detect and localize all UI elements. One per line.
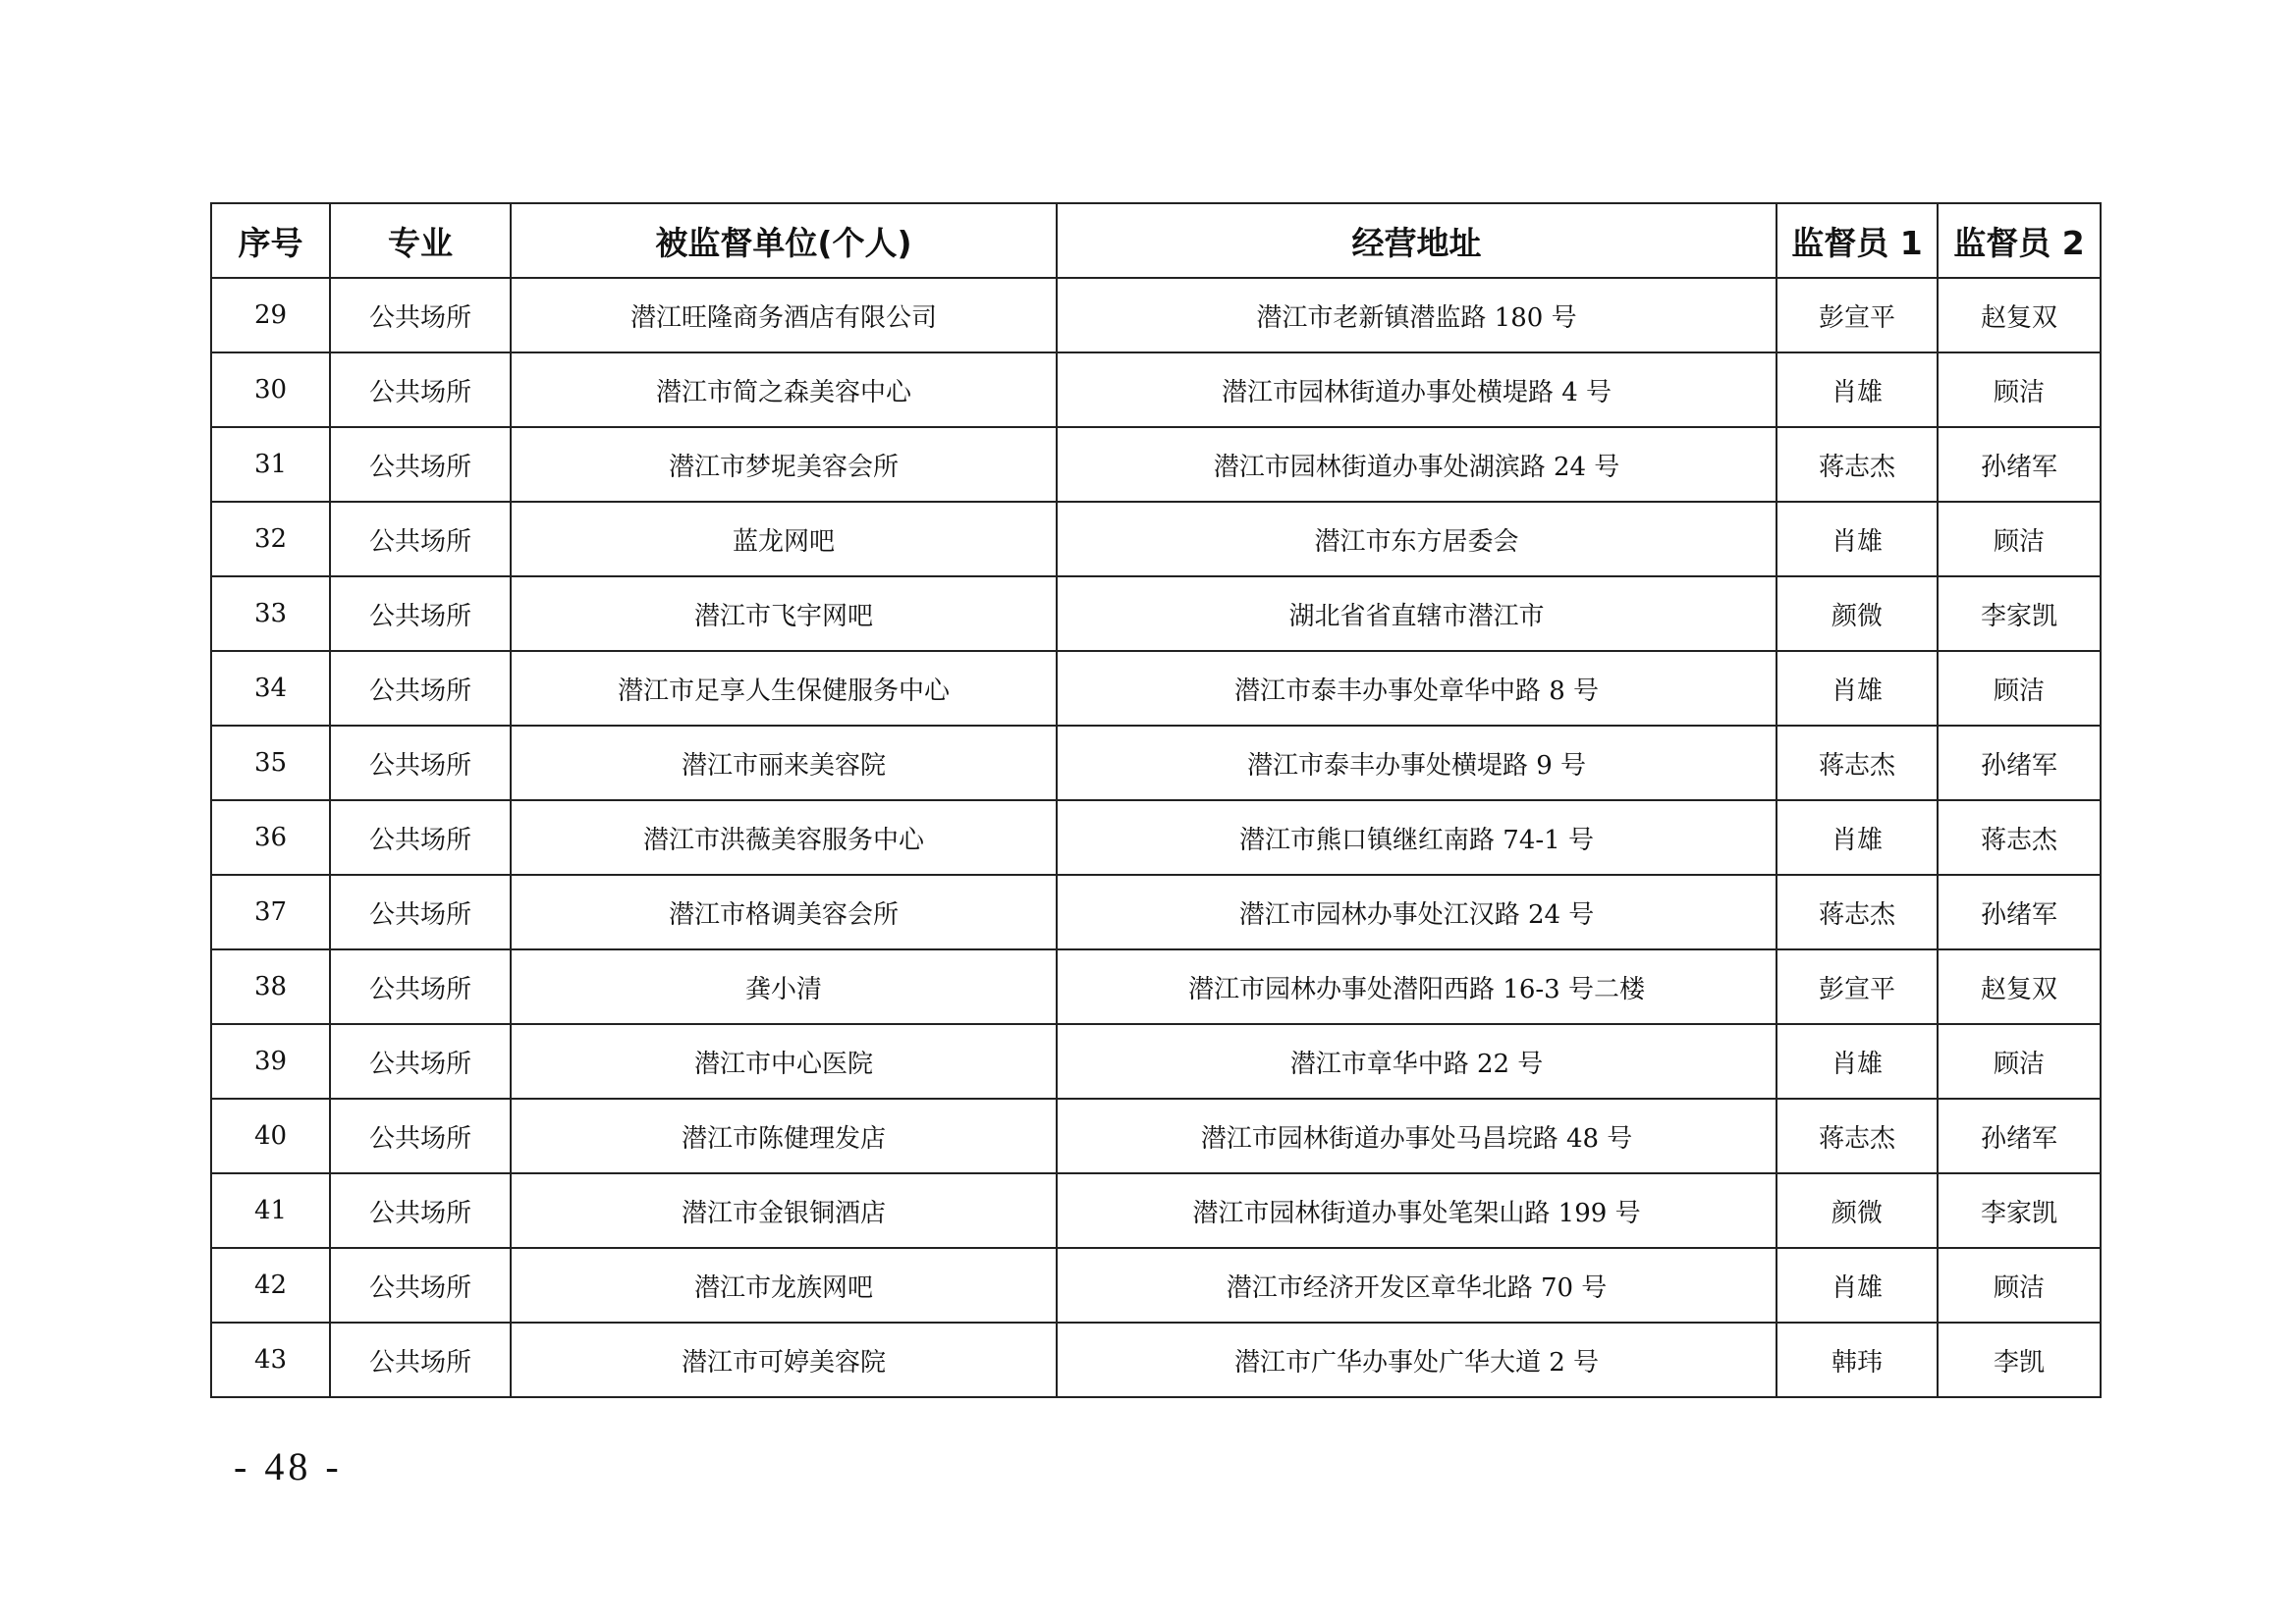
cell-supervised-unit: 蓝龙网吧 <box>511 502 1057 576</box>
cell-supervisor-1: 蒋志杰 <box>1777 1099 1938 1173</box>
cell-serial-number: 29 <box>211 278 330 352</box>
cell-supervisor-2: 顾洁 <box>1938 352 2101 427</box>
header-supervisor-2: 监督员 2 <box>1938 203 2101 278</box>
cell-business-address: 湖北省省直辖市潜江市 <box>1057 576 1777 651</box>
table-row <box>211 1248 2101 1323</box>
cell-supervisor-1: 蒋志杰 <box>1777 726 1938 800</box>
cell-supervisor-2: 孙绪军 <box>1938 875 2101 949</box>
cell-business-address: 潜江市熊口镇继红南路 74-1 号 <box>1057 800 1777 875</box>
header-supervised-unit: 被监督单位(个人) <box>511 203 1057 278</box>
header-supervisor-1: 监督员 1 <box>1777 203 1938 278</box>
table-row <box>211 576 2101 651</box>
cell-major: 公共场所 <box>330 1024 511 1099</box>
cell-major: 公共场所 <box>330 1173 511 1248</box>
cell-business-address: 潜江市泰丰办事处横堤路 9 号 <box>1057 726 1777 800</box>
cell-supervised-unit: 潜江市丽来美容院 <box>511 726 1057 800</box>
table-row <box>211 651 2101 726</box>
cell-supervisor-1: 肖雄 <box>1777 800 1938 875</box>
cell-supervisor-2: 蒋志杰 <box>1938 800 2101 875</box>
table-row <box>211 800 2101 875</box>
header-major: 专业 <box>330 203 511 278</box>
header-business-address: 经营地址 <box>1057 203 1777 278</box>
cell-supervised-unit: 潜江市格调美容会所 <box>511 875 1057 949</box>
cell-business-address: 潜江市泰丰办事处章华中路 8 号 <box>1057 651 1777 726</box>
cell-supervisor-1: 蒋志杰 <box>1777 875 1938 949</box>
cell-major: 公共场所 <box>330 427 511 502</box>
table-row <box>211 875 2101 949</box>
cell-supervisor-1: 颜微 <box>1777 576 1938 651</box>
cell-supervisor-1: 韩玮 <box>1777 1323 1938 1397</box>
cell-supervised-unit: 潜江市飞宇网吧 <box>511 576 1057 651</box>
cell-serial-number: 42 <box>211 1248 330 1323</box>
cell-serial-number: 41 <box>211 1173 330 1248</box>
supervision-table <box>210 202 2102 1398</box>
cell-supervised-unit: 潜江市陈健理发店 <box>511 1099 1057 1173</box>
cell-serial-number: 30 <box>211 352 330 427</box>
cell-business-address: 潜江市园林街道办事处横堤路 4 号 <box>1057 352 1777 427</box>
cell-serial-number: 32 <box>211 502 330 576</box>
cell-serial-number: 39 <box>211 1024 330 1099</box>
cell-supervisor-1: 蒋志杰 <box>1777 427 1938 502</box>
cell-supervisor-1: 肖雄 <box>1777 1024 1938 1099</box>
cell-supervised-unit: 潜江市梦坭美容会所 <box>511 427 1057 502</box>
cell-major: 公共场所 <box>330 949 511 1024</box>
cell-supervisor-1: 肖雄 <box>1777 651 1938 726</box>
cell-supervised-unit: 潜江市龙族网吧 <box>511 1248 1057 1323</box>
cell-major: 公共场所 <box>330 1099 511 1173</box>
cell-serial-number: 43 <box>211 1323 330 1397</box>
cell-major: 公共场所 <box>330 352 511 427</box>
cell-supervisor-2: 孙绪军 <box>1938 726 2101 800</box>
cell-serial-number: 35 <box>211 726 330 800</box>
cell-serial-number: 37 <box>211 875 330 949</box>
cell-supervised-unit: 潜江市足享人生保健服务中心 <box>511 651 1057 726</box>
cell-business-address: 潜江市广华办事处广华大道 2 号 <box>1057 1323 1777 1397</box>
cell-supervisor-1: 肖雄 <box>1777 1248 1938 1323</box>
table-row <box>211 1099 2101 1173</box>
page-number: - 48 - <box>234 1444 343 1488</box>
cell-supervisor-2: 孙绪军 <box>1938 427 2101 502</box>
cell-supervisor-2: 赵复双 <box>1938 949 2101 1024</box>
cell-business-address: 潜江市园林办事处潜阳西路 16-3 号二楼 <box>1057 949 1777 1024</box>
cell-supervisor-2: 顾洁 <box>1938 651 2101 726</box>
supervision-table-container <box>210 202 2100 1398</box>
cell-supervisor-1: 彭宣平 <box>1777 278 1938 352</box>
table-row <box>211 352 2101 427</box>
table-row <box>211 949 2101 1024</box>
table-row <box>211 1024 2101 1099</box>
table-row <box>211 278 2101 352</box>
cell-supervisor-2: 李家凯 <box>1938 576 2101 651</box>
cell-supervisor-1: 彭宣平 <box>1777 949 1938 1024</box>
cell-major: 公共场所 <box>330 800 511 875</box>
cell-supervised-unit: 潜江市中心医院 <box>511 1024 1057 1099</box>
cell-major: 公共场所 <box>330 502 511 576</box>
cell-supervisor-2: 李凯 <box>1938 1323 2101 1397</box>
table-row <box>211 726 2101 800</box>
cell-major: 公共场所 <box>330 1248 511 1323</box>
table-row <box>211 502 2101 576</box>
cell-supervisor-2: 赵复双 <box>1938 278 2101 352</box>
cell-supervised-unit: 潜江市简之森美容中心 <box>511 352 1057 427</box>
cell-major: 公共场所 <box>330 1323 511 1397</box>
cell-serial-number: 40 <box>211 1099 330 1173</box>
cell-supervisor-1: 肖雄 <box>1777 502 1938 576</box>
cell-supervisor-1: 肖雄 <box>1777 352 1938 427</box>
cell-supervisor-2: 顾洁 <box>1938 1024 2101 1099</box>
cell-business-address: 潜江市经济开发区章华北路 70 号 <box>1057 1248 1777 1323</box>
cell-supervised-unit: 潜江旺隆商务酒店有限公司 <box>511 278 1057 352</box>
cell-business-address: 潜江市园林街道办事处湖滨路 24 号 <box>1057 427 1777 502</box>
cell-business-address: 潜江市园林办事处江汉路 24 号 <box>1057 875 1777 949</box>
cell-major: 公共场所 <box>330 875 511 949</box>
table-row <box>211 1323 2101 1397</box>
header-serial-number: 序号 <box>211 203 330 278</box>
table-row <box>211 427 2101 502</box>
cell-serial-number: 38 <box>211 949 330 1024</box>
cell-business-address: 潜江市园林街道办事处笔架山路 199 号 <box>1057 1173 1777 1248</box>
cell-business-address: 潜江市章华中路 22 号 <box>1057 1024 1777 1099</box>
cell-serial-number: 34 <box>211 651 330 726</box>
cell-serial-number: 36 <box>211 800 330 875</box>
cell-supervised-unit: 龚小清 <box>511 949 1057 1024</box>
table-row <box>211 1173 2101 1248</box>
table-header-row <box>211 203 2101 278</box>
cell-supervised-unit: 潜江市可婷美容院 <box>511 1323 1057 1397</box>
cell-major: 公共场所 <box>330 576 511 651</box>
cell-supervised-unit: 潜江市洪薇美容服务中心 <box>511 800 1057 875</box>
cell-major: 公共场所 <box>330 278 511 352</box>
cell-supervisor-2: 李家凯 <box>1938 1173 2101 1248</box>
cell-business-address: 潜江市园林街道办事处马昌垸路 48 号 <box>1057 1099 1777 1173</box>
cell-supervisor-1: 颜微 <box>1777 1173 1938 1248</box>
cell-business-address: 潜江市老新镇潜监路 180 号 <box>1057 278 1777 352</box>
cell-serial-number: 33 <box>211 576 330 651</box>
cell-supervised-unit: 潜江市金银铜酒店 <box>511 1173 1057 1248</box>
cell-supervisor-2: 顾洁 <box>1938 502 2101 576</box>
cell-serial-number: 31 <box>211 427 330 502</box>
cell-major: 公共场所 <box>330 651 511 726</box>
cell-business-address: 潜江市东方居委会 <box>1057 502 1777 576</box>
cell-major: 公共场所 <box>330 726 511 800</box>
cell-supervisor-2: 孙绪军 <box>1938 1099 2101 1173</box>
cell-supervisor-2: 顾洁 <box>1938 1248 2101 1323</box>
